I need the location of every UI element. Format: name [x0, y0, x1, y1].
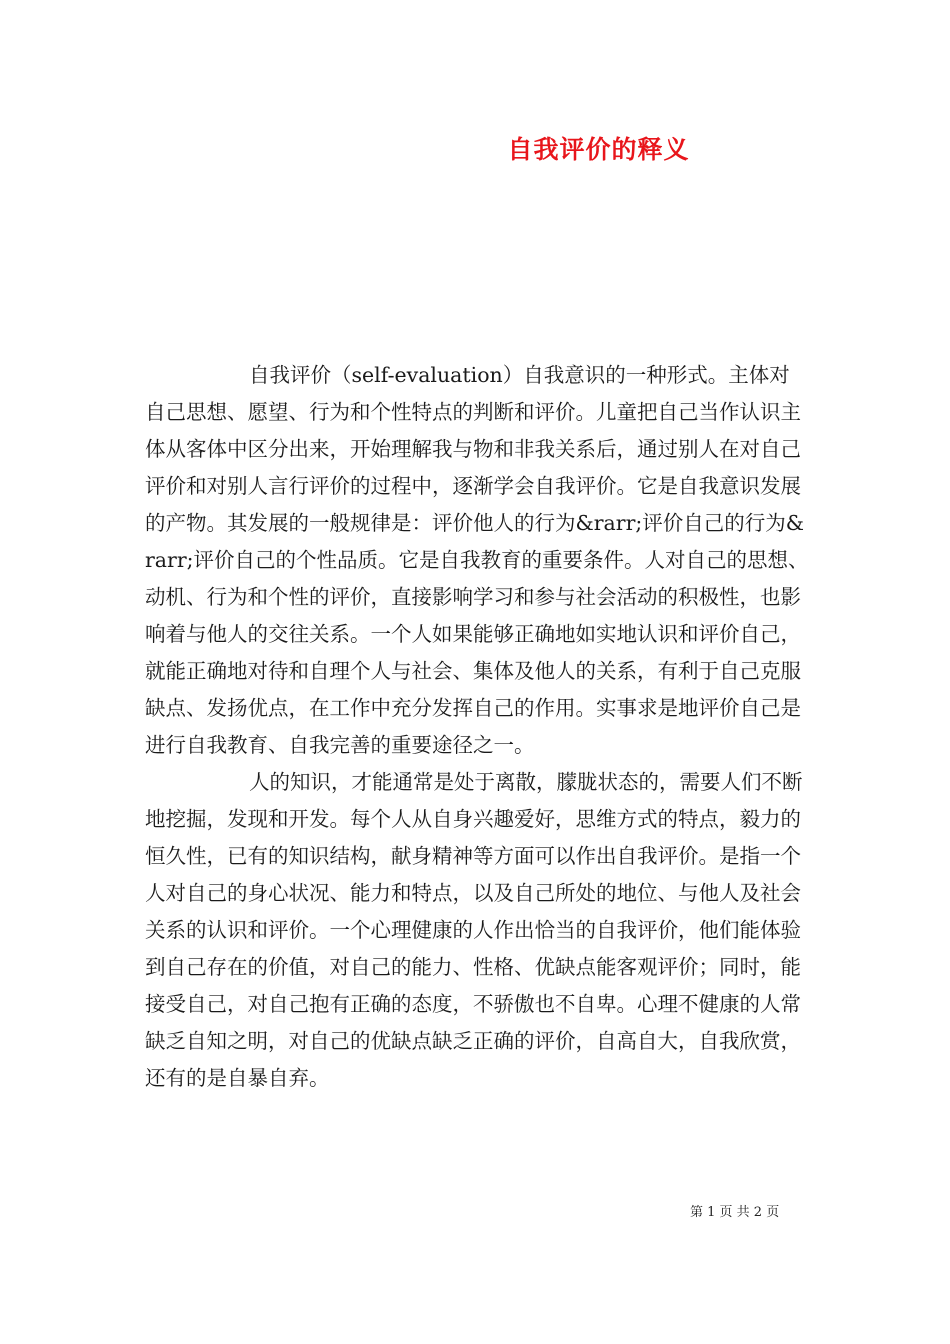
document-title: 自我评价的释义: [507, 135, 690, 164]
page-footer: 第 1 页 共 2 页: [690, 1205, 780, 1220]
paragraph-2: 人的知识，才能通常是处于离散，朦胧状态的，需要人们不断地挖掘，发现和开发。每个人从自身兴趣爱好，思维方式的特点，毅力的恒久性，已有的知识结构，献身精神等方面可以作出自我评价。是指一个人对自己的身心状况、能力和特点，以及自己所处的地位、与他人及社会关系的认识和评价。一个心理健康的人作出恰当的自我评价，他们能体验到自己存在的价值，对自己的能力、性格、优缺点能客观评价；同时，能接受自己，对自己抱有正确的态度，不骄傲也不自卑。心理不健康的人常缺乏自知之明，对自己的优缺点缺乏正确的评价，自高自大，自我欣赏，还有的是自暴自弃。: [145, 770, 803, 1090]
paragraph-1: 自我评价（self-evaluation）自我意识的一种形式。主体对自己思想、愿望、行为和个性特点的判断和评价。儿童把自己当作认识主体从客体中区分出来，开始理解我与物和非我关系后，通过别人在对自己评价和对别人言行评价的过程中，逐渐学会自我评价。它是自我意识发展的产物。其发展的一般规律是：评价他人的行为&rarr;评价自己的行为&rarr;评价自己的个性品质。它是自我教育的重要条件。人对自己的思想、动机、行为和个性的评价，直接影响学习和参与社会活动的积极性，也影响着与他人的交往关系。一个人如果能够正确地如实地认识和评价自己，就能正确地对待和自理个人与社会、集体及他人的关系，有利于自己克服缺点、发扬优点，在工作中充分发挥自己的作用。实事求是地评价自己是进行自我教育、自我完善的重要途径之一。: [145, 363, 809, 757]
document-body: [145, 357, 810, 1097]
